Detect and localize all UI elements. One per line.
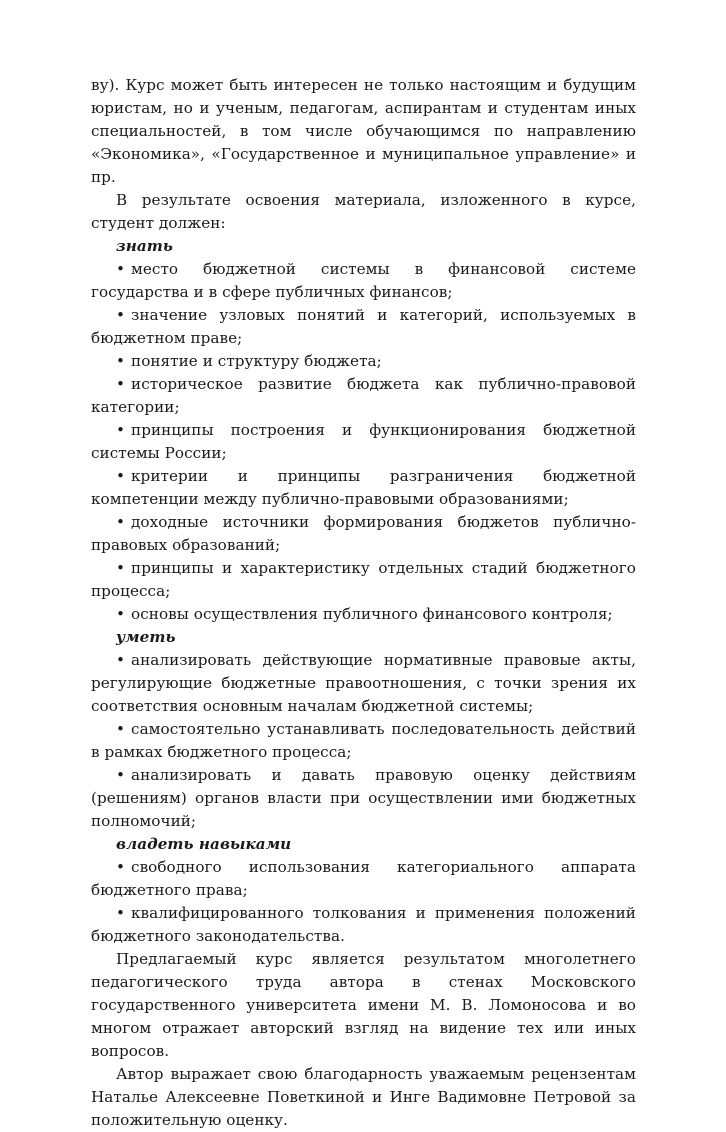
list-item xyxy=(91,465,636,511)
list-item xyxy=(91,557,636,603)
can-section xyxy=(91,626,636,833)
bullet-icon: • xyxy=(116,375,126,393)
list-item-text: значение узловых понятий и категорий, используемых в бюджетном праве; xyxy=(91,306,636,347)
can-heading: уметь xyxy=(116,628,176,646)
skills-list xyxy=(91,856,636,948)
skills-heading: владеть навыками xyxy=(116,835,292,853)
intro-paragraph: ву). Курс может быть интересен не только настоящим и будущим юристам, но и ученым, педагогам, аспирантам и студентам иных специальностей, в том числе обучающимся по направлению «Экономика», «Государственное и муниципальное управление» и пр. xyxy=(91,76,636,186)
know-section xyxy=(91,235,636,626)
bullet-icon: • xyxy=(116,720,126,738)
bullet-icon: • xyxy=(116,766,126,784)
thanks-paragraph: Автор выражает свою благодарность уважаемым рецензентам Наталье Алексеевне Поветкиной и Инге Вадимовне Петровой за положительную оценку. xyxy=(91,1065,636,1129)
list-item-text: анализировать действующие нормативные правовые акты, регулирующие бюджетные правоотношения, с точки зрения их соответствия основным началам бюджетной системы; xyxy=(91,651,636,715)
know-heading: знать xyxy=(116,237,173,255)
list-item xyxy=(91,304,636,350)
bullet-icon: • xyxy=(116,559,126,577)
list-item xyxy=(91,258,636,304)
list-item xyxy=(91,511,636,557)
list-item-text: анализировать и давать правовую оценку действиям (решениям) органов власти при осуществлении ими бюджетных полномочий; xyxy=(91,766,636,830)
list-item-text: принципы построения и функционирования бюджетной системы России; xyxy=(91,421,636,462)
list-item-text: квалифицированного толкования и применения положений бюджетного законодательства. xyxy=(91,904,636,945)
list-item xyxy=(91,350,636,373)
course-paragraph: Предлагаемый курс является результатом многолетнего педагогического труда автора в стенах Московского государственного университета имени М. В. Ломоносова и во многом отражает авторский взгляд на видение тех или иных вопросов. xyxy=(91,950,636,1060)
list-item-text: доходные источники формирования бюджетов публично-правовых образований; xyxy=(91,513,636,554)
list-item xyxy=(91,603,636,626)
know-list xyxy=(91,258,636,626)
list-item xyxy=(91,649,636,718)
list-item xyxy=(91,764,636,833)
bullet-icon: • xyxy=(116,904,126,922)
list-item-text: историческое развитие бюджета как публично-правовой категории; xyxy=(91,375,636,416)
document-page xyxy=(91,74,636,1132)
bullet-icon: • xyxy=(116,858,126,876)
bullet-icon: • xyxy=(116,352,126,370)
list-item xyxy=(91,419,636,465)
bullet-icon: • xyxy=(116,260,126,278)
list-item-text: принципы и характеристику отдельных стадий бюджетного процесса; xyxy=(91,559,636,600)
bullet-icon: • xyxy=(116,467,126,485)
list-item xyxy=(91,856,636,902)
outcomes-paragraph: В результате освоения материала, изложенного в курсе, студент должен: xyxy=(91,191,636,232)
skills-section xyxy=(91,833,636,948)
list-item-text: свободного использования категориального аппарата бюджетного права; xyxy=(91,858,636,899)
bullet-icon: • xyxy=(116,605,126,623)
bullet-icon: • xyxy=(116,306,126,324)
list-item-text: понятие и структуру бюджета; xyxy=(131,352,382,370)
bullet-icon: • xyxy=(116,651,126,669)
list-item xyxy=(91,902,636,948)
bullet-icon: • xyxy=(116,513,126,531)
bullet-icon: • xyxy=(116,421,126,439)
list-item-text: основы осуществления публичного финансового контроля; xyxy=(131,605,613,623)
can-list xyxy=(91,649,636,833)
list-item-text: критерии и принципы разграничения бюджетной компетенции между публично-правовыми образованиями; xyxy=(91,467,636,508)
list-item xyxy=(91,373,636,419)
list-item-text: самостоятельно устанавливать последовательность действий в рамках бюджетного процесса; xyxy=(91,720,636,761)
list-item-text: место бюджетной системы в финансовой системе государства и в сфере публичных финансов; xyxy=(91,260,636,301)
list-item xyxy=(91,718,636,764)
